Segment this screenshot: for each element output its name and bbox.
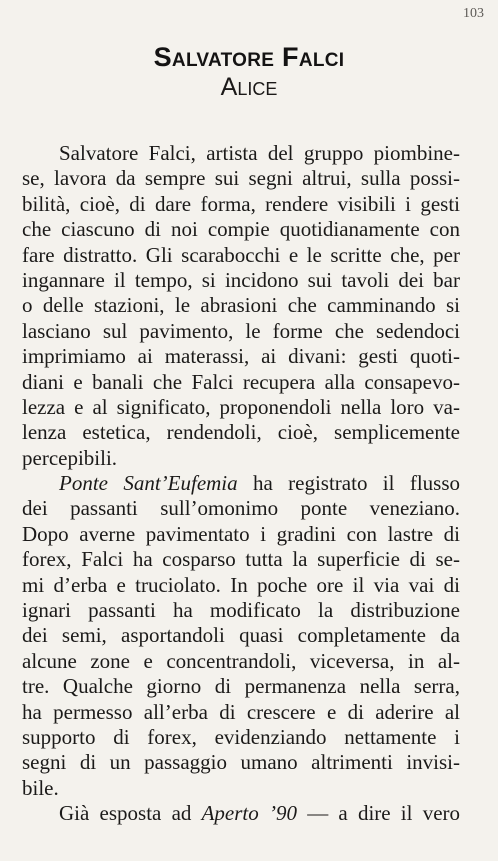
text-line: supporto di forex, evidenziando nettamente i	[22, 724, 460, 749]
paragraph-2	[22, 471, 460, 801]
body-text	[22, 141, 460, 827]
page-number: 103	[463, 6, 484, 21]
text-line	[22, 471, 460, 496]
work-title: Alice	[220, 73, 278, 101]
text-line: forex, Falci ha cosparso tutta la superficie di se-	[22, 547, 460, 572]
text-fragment: Già esposta ad	[59, 801, 202, 826]
work-title-italic: Ponte Sant’Eufemia	[59, 471, 238, 496]
text-line: imprimiamo ai materassi, ai divani: gesti quoti-	[22, 344, 460, 369]
text-line: percepibili.	[22, 445, 118, 470]
text-line: bilità, cioè, di dare forma, rendere visibili i gesti	[22, 191, 460, 216]
text-fragment: ha registrato il flusso	[237, 471, 460, 496]
text-line	[22, 801, 460, 826]
text-line: che ciascuno di noi compie quotidianamente con	[22, 217, 460, 242]
text-line: diani e banali che Falci recupera alla consapevo-	[22, 369, 460, 394]
text-line: segni di un passaggio umano altrimenti invisi-	[22, 750, 460, 775]
text-line: fare distratto. Gli scarabocchi e le scritte che, per	[22, 242, 460, 267]
paragraph-1	[22, 141, 460, 471]
text-line: dei passanti sull’omonimo ponte veneziano.	[22, 496, 460, 521]
text-line: lezza e al significato, proponendoli nella loro va-	[22, 394, 460, 419]
text-line: o delle stazioni, le abrasioni che camminando si	[22, 293, 460, 318]
chapter-header	[0, 40, 498, 103]
text-line: tre. Qualche giorno di permanenza nella serra,	[22, 674, 460, 699]
text-fragment: — a dire il vero	[296, 801, 461, 826]
text-line: ha permesso all’erba di crescere e di aderire al	[22, 699, 460, 724]
text-line: alcune zone e concentrandoli, viceversa, in al-	[22, 648, 460, 673]
text-line: mi d’erba e truciolato. In poche ore il via vai di	[22, 572, 460, 597]
text-line: dei semi, asportandoli quasi completamente da	[22, 623, 460, 648]
author-name: Salvatore Falci	[153, 42, 345, 72]
text-line: lenza estetica, rendendoli, cioè, semplicemente	[22, 420, 460, 445]
text-line: Salvatore Falci, artista del gruppo piombine-	[59, 141, 460, 165]
exhibition-title-italic: Aperto ’90	[201, 801, 297, 826]
text-line: Dopo averne pavimentato i gradini con lastre di	[22, 521, 460, 546]
text-line: lasciano sul pavimento, le forme che sedendoci	[22, 318, 460, 343]
text-line: ignari passanti ha modificato la distribuzione	[22, 598, 460, 623]
text-line: ingannare il tempo, si incidono sui tavoli dei bar	[22, 267, 460, 292]
text-line: bile.	[22, 775, 59, 800]
text-line: se, lavora da sempre sui segni altrui, sulla possi-	[22, 166, 460, 191]
paragraph-3	[22, 801, 460, 826]
